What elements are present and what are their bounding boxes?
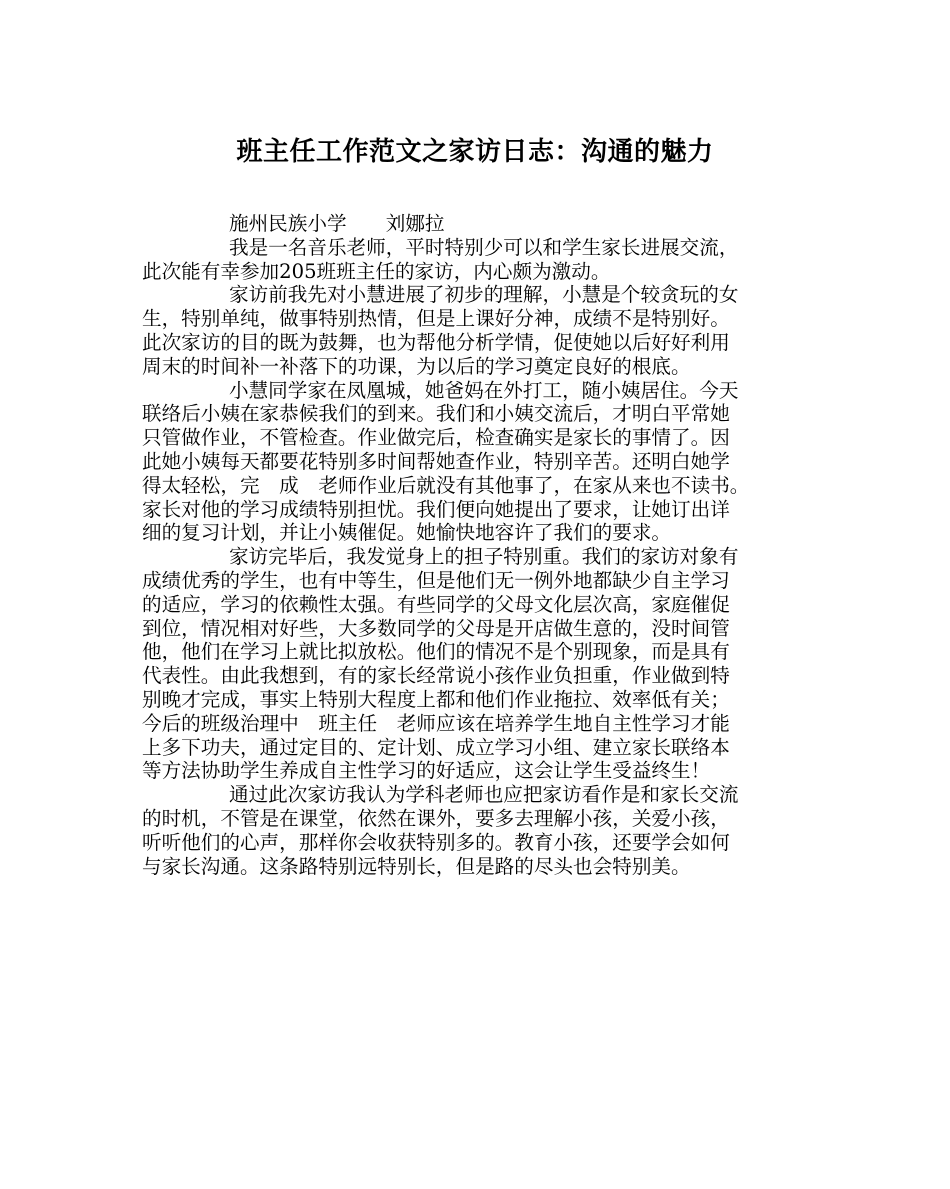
text-line: 上多下功夫，通过定目的、定计划、成立学习小组、建立家长联络本	[142, 735, 730, 759]
text-line: 家访前我先对小慧进展了初步的理解，小慧是个较贪玩的女	[229, 283, 739, 307]
text-line: 小慧同学家在凤凰城，她爸妈在外打工，随小姨居住。今天	[229, 378, 739, 402]
text-line: 代表性。由此我想到，有的家长经常说小孩作业负担重，作业做到特	[142, 664, 730, 688]
document-title: 班主任工作范文之家访日志：沟通的魅力	[236, 137, 714, 167]
text-line: 只管做作业，不管检查。作业做完后，检查确实是家长的事情了。因	[142, 426, 730, 450]
text-line: 生，特别单纯，做事特别热情，但是上课好分神，成绩不是特别好。	[142, 307, 730, 331]
text-line: 今后的班级治理中 班主任 老师应该在培养学生地自主性学习才能	[142, 711, 730, 735]
text-line: 通过此次家访我认为学科老师也应把家访看作是和家长交流	[229, 783, 739, 807]
text-line: 成绩优秀的学生，也有中等生，但是他们无一例外地都缺少自主学习	[142, 568, 730, 592]
text-line: 周末的时间补一补落下的功课，为以后的学习奠定良好的根底。	[142, 354, 691, 378]
text-line: 别晚才完成，事实上特别大程度上都和他们作业拖拉、效率低有关；	[142, 687, 730, 711]
text-line: 家长对他的学习成绩特别担忧。我们便向她提出了要求，让她订出详	[142, 497, 730, 521]
text-line: 的时机，不管是在课堂，依然在课外，要多去理解小孩，关爱小孩，	[142, 806, 730, 830]
text-line: 家访完毕后，我发觉身上的担子特别重。我们的家访对象有	[229, 545, 739, 569]
text-line: 施州民族小学 刘娜拉	[229, 212, 445, 235]
text-line: 的适应，学习的依赖性太强。有些同学的父母文化层次高，家庭催促	[142, 592, 730, 616]
text-line: 与家长沟通。这条路特别远特别长，但是路的尽头也会特别美。	[142, 854, 691, 878]
text-line: 得太轻松，完 成 老师作业后就没有其他事了，在家从来也不读书。	[142, 473, 750, 497]
text-line: 细的复习计划，并让小姨催促。她愉快地容许了我们的要求。	[142, 521, 672, 545]
text-line: 我是一名音乐老师，平时特别少可以和学生家长进展交流，	[229, 235, 739, 259]
document-body	[142, 212, 818, 878]
text-line: 此次家访的目的既为鼓舞，也为帮他分析学情，促使她以后好好利用	[142, 330, 730, 354]
text-line: 联络后小姨在家恭候我们的到来。我们和小姨交流后，才明白平常她	[142, 402, 730, 426]
text-line: 此她小姨每天都要花特别多时间帮她查作业，特别辛苦。还明白她学	[142, 449, 730, 473]
text-line: 此次能有幸参加205班班主任的家访，内心颇为激动。	[142, 259, 611, 283]
text-line: 他，他们在学习上就比拟放松。他们的情况不是个别现象，而是具有	[142, 640, 730, 664]
text-line: 到位，情况相对好些，大多数同学的父母是开店做生意的，没时间管	[142, 616, 730, 640]
text-line: 等方法协助学生养成自主性学习的好适应，这会让学生受益终生！	[142, 759, 711, 783]
text-line: 听听他们的心声，那样你会收获特别多的。教育小孩，还要学会如何	[142, 830, 730, 854]
